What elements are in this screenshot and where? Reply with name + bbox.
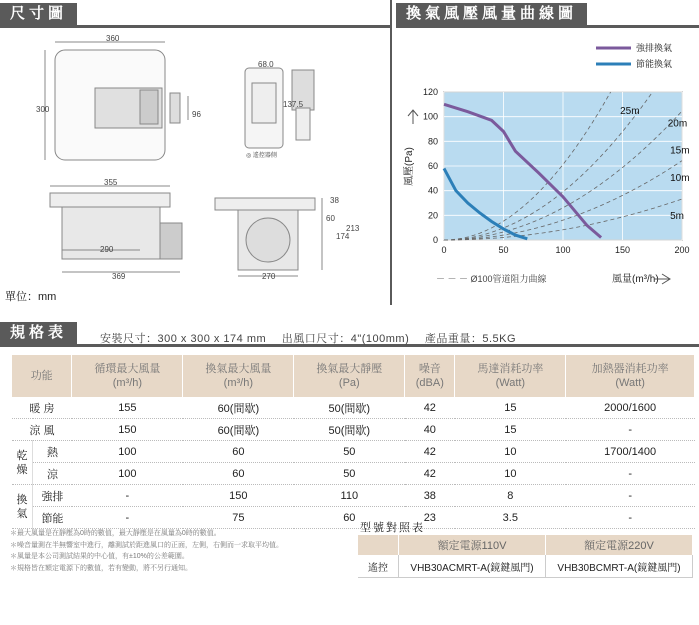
x-tick-label: 100 (555, 245, 571, 255)
spec-cell: 60 (183, 463, 294, 485)
spec-cell: - (566, 463, 695, 485)
dim-top-height: 300 (36, 105, 50, 114)
model-header-220v: 額定電源220V (546, 535, 693, 555)
dim-side-depth2: 174 (336, 232, 350, 241)
x-tick-label: 0 (441, 245, 447, 255)
dim-side-depth: 96 (192, 110, 201, 119)
spec-cell: 150 (183, 485, 294, 507)
resistance-label: 15m (670, 145, 690, 157)
spec-cell: 50(間歇) (294, 419, 405, 441)
spec-cell: 100 (72, 463, 183, 485)
model-220v: VHB30BCMRT-A(鏡鍵風門) (546, 555, 693, 578)
spec-cell: 60 (183, 441, 294, 463)
spec-table (12, 355, 695, 529)
spec-cell: 60(間歇) (183, 419, 294, 441)
model-table-title: 型號對照表 (360, 522, 425, 534)
spec-col-header: 換氣最大靜壓 (Pa) (294, 355, 405, 397)
spec-row-label: 強排 (33, 485, 72, 507)
dimension-header: 尺寸圖 (0, 3, 77, 25)
spec-cell: - (72, 485, 183, 507)
spec-cell: 60 (294, 507, 405, 529)
outlet-size: 出風口尺寸：4"(100mm) (281, 333, 410, 345)
spec-col-header: 換氣最大風量 (m³/h) (183, 355, 294, 397)
spec-row-label: 暖 房 (12, 397, 72, 419)
spec-col-header: 循環最大風量 (m³/h) (72, 355, 183, 397)
product-weight: 產品重量：5.5KG (424, 333, 517, 345)
dim-top-width: 360 (106, 34, 120, 43)
y-tick-label: 20 (427, 210, 438, 221)
spec-row (12, 463, 695, 485)
spec-cell: 10 (455, 441, 566, 463)
spec-info (100, 330, 528, 346)
spec-col-header: 馬達消耗功率 (Watt) (455, 355, 566, 397)
spec-cell: - (566, 507, 695, 529)
spec-cell: 155 (72, 397, 183, 419)
section-divider (390, 0, 392, 305)
spec-group-label: 乾 燥 (12, 441, 33, 485)
dimension-drawing (0, 28, 390, 290)
dim-duct-width: 290 (100, 245, 114, 254)
spec-cell: 42 (405, 441, 455, 463)
spec-row-label: 節能 (33, 507, 72, 529)
spec-row-label: 涼 風 (12, 419, 72, 441)
spec-row-label: 涼 (33, 463, 72, 485)
remote-caption: ◎ 遙控器側 (246, 153, 277, 159)
spec-cell: 10 (455, 463, 566, 485)
spec-cell: - (72, 507, 183, 529)
dim-panel-h: 137.5 (283, 100, 304, 109)
spec-cell: 23 (405, 507, 455, 529)
spec-cell: 42 (405, 397, 455, 419)
spec-col-header: 功能 (12, 355, 72, 397)
dim-duct-height: 60 (326, 214, 335, 223)
dim-side-top: 38 (330, 196, 339, 205)
spec-cell: 100 (72, 441, 183, 463)
x-tick-label: 50 (498, 245, 509, 255)
y-tick-label: 80 (427, 136, 438, 147)
spec-row-label: 熱 (33, 441, 72, 463)
spec-cell: 60(間歇) (183, 397, 294, 419)
spec-col-header: 噪音 (dBA) (405, 355, 455, 397)
x-tick-label: 200 (674, 245, 690, 255)
spec-cell: 50 (294, 463, 405, 485)
spec-cell: 38 (405, 485, 455, 507)
resistance-label: 25m (620, 106, 640, 118)
spec-row (12, 507, 695, 529)
spec-header: 規格表 (0, 322, 77, 344)
y-tick-label: 120 (422, 87, 438, 97)
spec-cell: 110 (294, 485, 405, 507)
spec-note: ＊最大風量是在靜壓為0時的數值，最大靜壓是在風量為0時的數值。 (10, 530, 221, 537)
spec-cell: - (566, 485, 695, 507)
legend-label: 強排換氣 (636, 43, 673, 53)
legend-label: 節能換氣 (636, 59, 673, 69)
spec-cell: 8 (455, 485, 566, 507)
resistance-label: 5m (670, 211, 685, 223)
dim-front-width: 355 (104, 178, 118, 187)
spec-cell: 2000/1600 (566, 397, 695, 419)
spec-cell: 50(間歇) (294, 397, 405, 419)
model-110v: VHB30ACMRT-A(鏡鍵風門) (399, 555, 546, 578)
spec-cell: 50 (294, 441, 405, 463)
y-tick-label: 100 (422, 111, 438, 122)
unit-label: 單位：mm (5, 291, 57, 303)
up-arrow-icon (408, 110, 418, 124)
dim-total-width: 369 (112, 272, 126, 281)
spec-cell: 150 (72, 419, 183, 441)
spec-row (12, 397, 695, 419)
y-tick-label: 60 (427, 161, 438, 171)
dim-side-total: 213 (346, 224, 360, 233)
y-tick-label: 0 (432, 235, 438, 245)
spec-row (12, 441, 695, 463)
resistance-label: 20m (667, 118, 688, 130)
x-axis-label: 風量(m³/h) (612, 274, 659, 285)
y-tick-label: 40 (427, 185, 438, 196)
spec-cell: 15 (455, 419, 566, 441)
curve-header: 換氣風壓風量曲線圖 (396, 3, 587, 25)
model-header-blank (358, 535, 399, 555)
curve-header-line (396, 25, 699, 28)
model-table (358, 535, 693, 578)
spec-note: ＊噪音量測在半無響室中進行，離測試於距進風口的正面，左側，右側而一求取平均值。 (10, 541, 283, 549)
resistance-legend: － － － Ø100管道阻力曲線 (436, 274, 547, 284)
x-tick-label: 150 (614, 245, 631, 255)
spec-note: ＊風量是本公司測試結果的中心值，有±10%的公差範圍。 (10, 553, 189, 560)
spec-cell: 3.5 (455, 507, 566, 529)
spec-row (12, 485, 695, 507)
spec-cell: 75 (183, 507, 294, 529)
spec-cell: 15 (455, 397, 566, 419)
spec-row (12, 419, 695, 441)
spec-group-label: 換 氣 (12, 485, 33, 529)
spec-cell: 40 (405, 419, 455, 441)
spec-cell: 1700/1400 (566, 441, 695, 463)
spec-col-header: 加熱器消耗功率 (Watt) (566, 355, 695, 397)
y-axis-label: 風壓(Pa) (404, 147, 415, 186)
dim-panel-w: 68.0 (258, 60, 274, 69)
spec-notes (10, 528, 283, 574)
pressure-flow-chart (396, 30, 699, 295)
dim-side-opening: 270 (262, 272, 276, 281)
spec-cell: - (566, 419, 695, 441)
model-row-label: 遙控 (358, 555, 399, 578)
model-header-110v: 額定電源110V (399, 535, 546, 555)
spec-cell: 42 (405, 463, 455, 485)
install-size: 安裝尺寸：300 x 300 x 174 mm (100, 333, 267, 345)
spec-note: ＊規格皆在額定電源下的數值，若有變動，將不另行通知。 (10, 564, 192, 572)
resistance-label: 10m (670, 172, 690, 184)
